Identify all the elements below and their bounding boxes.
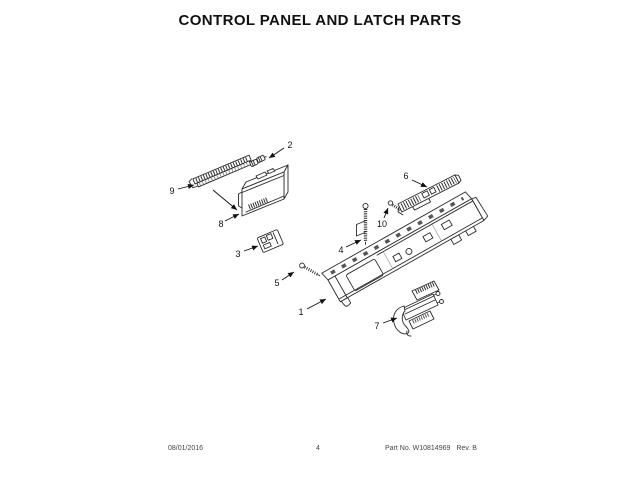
- page-title: CONTROL PANEL AND LATCH PARTS: [178, 12, 462, 29]
- svg-text:9: 9: [169, 186, 175, 196]
- part-5-screw: [299, 262, 321, 278]
- part-3-cover-plate: [257, 229, 284, 252]
- callout-6: [403, 171, 427, 187]
- part-7-door-latch: [393, 281, 443, 336]
- footer-part-info: [385, 445, 477, 453]
- assembly-leader-line: [213, 190, 237, 210]
- callout-9: [169, 185, 194, 196]
- svg-text:4: 4: [338, 245, 344, 255]
- svg-text:8: 8: [218, 219, 224, 229]
- footer-revision: Rev. B: [456, 445, 477, 452]
- svg-text:1: 1: [298, 307, 304, 317]
- callout-8: [218, 214, 239, 229]
- callout-10: [377, 208, 388, 229]
- page-footer: [0, 445, 640, 455]
- part-9-bracket-strip: [189, 155, 253, 190]
- svg-text:10: 10: [376, 219, 388, 229]
- svg-text:7: 7: [374, 321, 380, 331]
- part-8-control-board: [239, 165, 289, 216]
- callout-5: [274, 272, 294, 288]
- part-4-screw: [357, 203, 369, 244]
- footer-date: 08/01/2016: [168, 445, 204, 452]
- part-2-screws: [249, 154, 267, 167]
- callout-2: [269, 140, 293, 158]
- footer-page-number: 4: [316, 445, 320, 452]
- callout-3: [235, 246, 258, 259]
- footer-part-number: Part No. W10814969: [385, 445, 451, 452]
- svg-text:6: 6: [403, 171, 409, 181]
- svg-text:3: 3: [235, 249, 241, 259]
- svg-text:2: 2: [287, 140, 293, 150]
- callout-1: [298, 299, 326, 317]
- svg-text:5: 5: [274, 278, 280, 288]
